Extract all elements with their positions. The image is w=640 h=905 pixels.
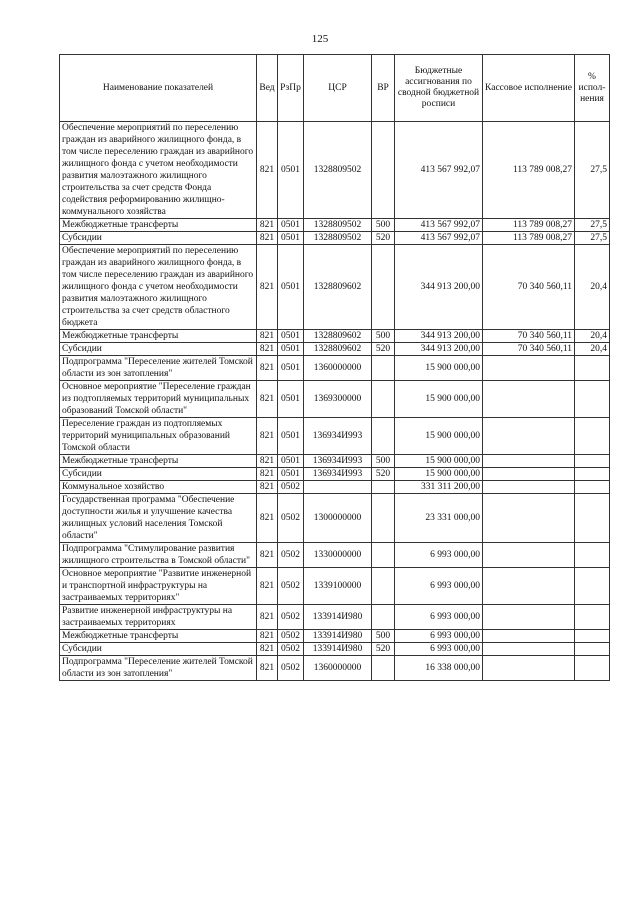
cell-pct [575,568,610,605]
cell-rzpr: 0501 [278,356,304,381]
cell-budget: 16 338 000,00 [395,656,483,681]
cell-csr: 133914И980 [304,643,372,656]
cell-ved: 821 [257,245,278,330]
budget-table [59,54,610,681]
cell-name: Основное мероприятие "Переселение граждан из подтопляемых территорий муниципальных образований Томской области" [60,381,257,418]
table-row [60,494,610,543]
cell-pct [575,643,610,656]
table-row [60,568,610,605]
table-row [60,381,610,418]
cell-vr: 500 [372,330,395,343]
cell-cash [483,418,575,455]
cell-vr: 520 [372,343,395,356]
cell-csr: 136934И993 [304,418,372,455]
header-vr: ВР [372,55,395,122]
cell-budget: 6 993 000,00 [395,568,483,605]
cell-vr [372,656,395,681]
cell-csr: 1328809602 [304,330,372,343]
cell-ved: 821 [257,630,278,643]
cell-pct [575,455,610,468]
cell-budget: 15 900 000,00 [395,418,483,455]
table-row [60,481,610,494]
header-csr: ЦСР [304,55,372,122]
cell-pct [575,468,610,481]
cell-ved: 821 [257,219,278,232]
cell-budget: 413 567 992,07 [395,232,483,245]
table-row [60,232,610,245]
cell-cash [483,468,575,481]
cell-cash [483,643,575,656]
cell-cash: 70 340 560,11 [483,330,575,343]
cell-rzpr: 0501 [278,219,304,232]
cell-pct [575,605,610,630]
cell-cash: 70 340 560,11 [483,245,575,330]
table-row [60,418,610,455]
cell-pct [575,543,610,568]
table-row [60,656,610,681]
cell-ved: 821 [257,543,278,568]
cell-csr: 1369300000 [304,381,372,418]
cell-ved: 821 [257,468,278,481]
cell-pct [575,656,610,681]
cell-cash [483,568,575,605]
cell-name: Основное мероприятие "Развитие инженерной и транспортной инфраструктуры на застраиваемых территориях" [60,568,257,605]
cell-budget: 6 993 000,00 [395,543,483,568]
cell-ved: 821 [257,418,278,455]
cell-ved: 821 [257,232,278,245]
cell-name: Коммунальное хозяйство [60,481,257,494]
cell-name: Межбюджетные трансферты [60,455,257,468]
cell-pct: 20,4 [575,330,610,343]
cell-budget: 15 900 000,00 [395,356,483,381]
cell-vr [372,381,395,418]
cell-cash [483,481,575,494]
cell-ved: 821 [257,568,278,605]
cell-pct: 20,4 [575,343,610,356]
cell-name: Субсидии [60,643,257,656]
cell-csr: 136934И993 [304,468,372,481]
cell-vr [372,418,395,455]
cell-ved: 821 [257,643,278,656]
cell-cash: 113 789 008,27 [483,232,575,245]
header-ved: Вед [257,55,278,122]
cell-rzpr: 0501 [278,343,304,356]
cell-rzpr: 0501 [278,232,304,245]
cell-csr: 1328809602 [304,245,372,330]
cell-name: Государственная программа "Обеспечение доступности жилья и улучшение качества жилищных условий населения Томской области" [60,494,257,543]
cell-name: Переселение граждан из подтопляемых территорий муниципальных образований Томской области [60,418,257,455]
header-cash: Кассовое исполнение [483,55,575,122]
cell-vr [372,568,395,605]
table-row [60,643,610,656]
cell-rzpr: 0501 [278,330,304,343]
cell-rzpr: 0502 [278,543,304,568]
cell-rzpr: 0501 [278,455,304,468]
table-row [60,605,610,630]
header-rzpr: РзПр [278,55,304,122]
table-row [60,343,610,356]
cell-cash: 113 789 008,27 [483,219,575,232]
cell-csr: 1328809502 [304,219,372,232]
cell-budget: 331 311 200,00 [395,481,483,494]
cell-name: Субсидии [60,343,257,356]
cell-csr: 1328809502 [304,232,372,245]
cell-vr: 500 [372,219,395,232]
table-header-row [60,55,610,122]
cell-cash [483,455,575,468]
table-row [60,330,610,343]
cell-rzpr: 0502 [278,568,304,605]
cell-vr: 520 [372,643,395,656]
cell-ved: 821 [257,455,278,468]
cell-vr [372,356,395,381]
cell-cash [483,605,575,630]
cell-rzpr: 0501 [278,122,304,219]
cell-budget: 344 913 200,00 [395,343,483,356]
cell-pct [575,381,610,418]
cell-csr: 1328809602 [304,343,372,356]
cell-vr [372,481,395,494]
cell-csr: 1330000000 [304,543,372,568]
cell-budget: 23 331 000,00 [395,494,483,543]
page-number: 125 [311,33,329,45]
cell-budget: 413 567 992,07 [395,122,483,219]
cell-rzpr: 0501 [278,418,304,455]
cell-cash: 113 789 008,27 [483,122,575,219]
cell-rzpr: 0502 [278,605,304,630]
cell-ved: 821 [257,122,278,219]
cell-name: Межбюджетные трансферты [60,330,257,343]
cell-cash [483,356,575,381]
cell-csr: 136934И993 [304,455,372,468]
cell-budget: 413 567 992,07 [395,219,483,232]
cell-name: Субсидии [60,468,257,481]
cell-name: Подпрограмма "Стимулирование развития жилищного строительства в Томской области" [60,543,257,568]
cell-ved: 821 [257,381,278,418]
cell-name: Субсидии [60,232,257,245]
cell-rzpr: 0502 [278,643,304,656]
cell-vr: 520 [372,468,395,481]
cell-vr [372,605,395,630]
cell-cash [483,381,575,418]
cell-ved: 821 [257,343,278,356]
cell-budget: 6 993 000,00 [395,630,483,643]
cell-csr [304,481,372,494]
cell-csr: 1360000000 [304,356,372,381]
cell-csr: 1328809502 [304,122,372,219]
cell-csr: 133914И980 [304,630,372,643]
cell-cash [483,494,575,543]
cell-vr [372,543,395,568]
table-row [60,455,610,468]
cell-rzpr: 0501 [278,245,304,330]
cell-rzpr: 0502 [278,481,304,494]
cell-name: Межбюджетные трансферты [60,219,257,232]
cell-pct: 27,5 [575,232,610,245]
cell-budget: 6 993 000,00 [395,605,483,630]
cell-pct [575,418,610,455]
table-row [60,122,610,219]
cell-cash [483,656,575,681]
cell-rzpr: 0501 [278,468,304,481]
cell-name: Обеспечение мероприятий по переселению граждан из аварийного жилищного фонда, в том числе переселению граждан из аварийного жилищного фонда с учетом необходимости развития малоэтажного жилищного строительства за счет средств областного бюджета [60,245,257,330]
cell-vr [372,245,395,330]
cell-cash: 70 340 560,11 [483,343,575,356]
cell-csr: 133914И980 [304,605,372,630]
table-row [60,245,610,330]
cell-ved: 821 [257,605,278,630]
cell-ved: 821 [257,330,278,343]
table-row [60,630,610,643]
cell-ved: 821 [257,356,278,381]
cell-ved: 821 [257,481,278,494]
cell-pct [575,630,610,643]
cell-rzpr: 0501 [278,381,304,418]
cell-csr: 1300000000 [304,494,372,543]
header-pct: % испол-нения [575,55,610,122]
cell-budget: 344 913 200,00 [395,330,483,343]
header-budget: Бюджетные ассигнования по сводной бюджетной росписи [395,55,483,122]
cell-rzpr: 0502 [278,656,304,681]
table-row [60,468,610,481]
cell-pct [575,356,610,381]
cell-vr: 500 [372,455,395,468]
cell-vr: 520 [372,232,395,245]
cell-name: Подпрограмма "Переселение жителей Томской области из зон затопления" [60,356,257,381]
cell-rzpr: 0502 [278,494,304,543]
cell-name: Развитие инженерной инфраструктуры на застраиваемых территориях [60,605,257,630]
cell-ved: 821 [257,656,278,681]
table-body [60,122,610,681]
cell-pct [575,481,610,494]
cell-budget: 344 913 200,00 [395,245,483,330]
cell-pct: 27,5 [575,219,610,232]
cell-name: Обеспечение мероприятий по переселению граждан из аварийного жилищного фонда, в том числе переселению граждан из аварийного жилищного фонда с учетом необходимости развития малоэтажного жилищного строительства за счет средств Фонда содействия реформированию жилищно-коммунального хозяйства [60,122,257,219]
cell-budget: 15 900 000,00 [395,381,483,418]
cell-ved: 821 [257,494,278,543]
cell-pct [575,494,610,543]
cell-budget: 15 900 000,00 [395,468,483,481]
cell-name: Подпрограмма "Переселение жителей Томской области из зон затопления" [60,656,257,681]
cell-budget: 15 900 000,00 [395,455,483,468]
cell-vr: 500 [372,630,395,643]
cell-pct: 20,4 [575,245,610,330]
header-name: Наименование показателей [60,55,257,122]
cell-cash [483,630,575,643]
cell-vr [372,122,395,219]
cell-csr: 1339100000 [304,568,372,605]
cell-cash [483,543,575,568]
cell-vr [372,494,395,543]
cell-budget: 6 993 000,00 [395,643,483,656]
cell-name: Межбюджетные трансферты [60,630,257,643]
table-row [60,543,610,568]
cell-pct: 27,5 [575,122,610,219]
table-row [60,356,610,381]
cell-csr: 1360000000 [304,656,372,681]
cell-rzpr: 0502 [278,630,304,643]
table-row [60,219,610,232]
